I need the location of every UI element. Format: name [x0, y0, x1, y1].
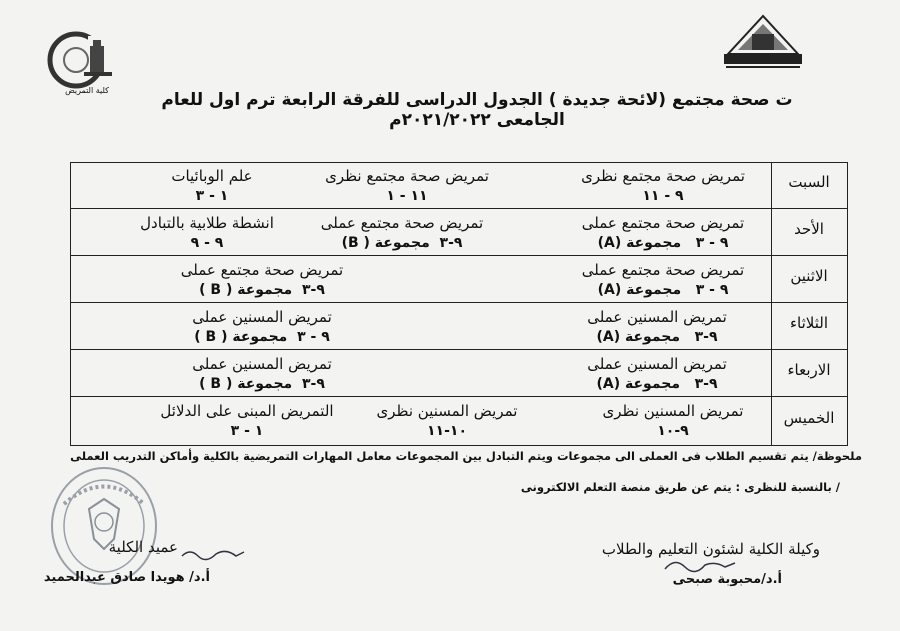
row-divider	[71, 302, 847, 303]
day-tuesday: الثلاثاء	[789, 314, 828, 332]
note-theoretical: / بالنسبة للنظرى : يتم عن طريق منصة التعلم الالكترونى	[520, 480, 840, 494]
days-column	[771, 163, 847, 445]
tuesday-slot-2: تمريض المسنين عملى ٩ - ٣ مجموعة ( B )	[192, 308, 332, 345]
schedule-table	[70, 162, 848, 446]
faculty-logo-caption: كلية التمريض	[65, 86, 109, 95]
day-sunday: الأحد	[794, 220, 824, 238]
day-monday: الاثنين	[790, 267, 828, 285]
note-practical: ملحوظة/ يتم تقسيم الطلاب فى العملى الى مجموعات ويتم التبادل بين المجموعات معامل المهارات التمريضية بالكلية وأماكن التدريب العملى	[70, 449, 862, 463]
sunday-slot-2: تمريض صحة مجتمع عملى ٩-٣ مجموعة ( B)	[320, 214, 484, 251]
thursday-slot-1: تمريض المسنين نظرى ٩-١٠	[602, 402, 744, 439]
row-divider	[71, 349, 847, 350]
vice-dean-role: وكيلة الكلية لشئون التعليم والطلاب	[601, 540, 820, 558]
dean-name: أ.د/ هويدا صادق عبدالحميد	[43, 570, 210, 585]
monday-slot-1: تمريض صحة مجتمع عملى ٩ - ٣ مجموعة (A)	[581, 261, 745, 298]
saturday-slot-1: تمريض صحة مجتمع نظرى ٩ - ١١	[581, 167, 745, 204]
thursday-slot-2: تمريض المسنين نظرى ١٠-١١	[376, 402, 518, 439]
day-wednesday: الاربعاء	[787, 361, 831, 379]
university-logo-icon	[722, 14, 804, 70]
day-saturday: السبت	[788, 173, 830, 191]
row-divider	[71, 208, 847, 209]
page-title: ت صحة مجتمع (لائحة جديدة ) الجدول الدراسى للفرقة الرابعة ترم اول للعام الجامعى ٢٠٢١/٢٠٢٢م	[161, 90, 793, 130]
vice-dean-name: أ.د/محبوبة صبحى	[672, 572, 782, 587]
thursday-slot-3: التمريض المبنى على الدلائل ١ - ٣	[160, 402, 334, 439]
monday-slot-2: تمريض صحة مجتمع عملى ٩-٣ مجموعة ( B )	[180, 261, 344, 298]
saturday-slot-2: تمريض صحة مجتمع نظرى ١١ - ١	[325, 167, 489, 204]
wednesday-slot-2: تمريض المسنين عملى ٩-٣ مجموعة ( B )	[192, 355, 332, 392]
dean-signature-icon	[178, 544, 248, 564]
row-divider	[71, 255, 847, 256]
dean-role: عميد الكلية	[108, 538, 178, 556]
row-divider	[71, 396, 847, 397]
day-thursday: الخميس	[783, 409, 835, 427]
wednesday-slot-1: تمريض المسنين عملى ٩-٣ مجموعة (A)	[587, 355, 727, 392]
sunday-slot-1: تمريض صحة مجتمع عملى ٩ - ٣ مجموعة (A)	[581, 214, 745, 251]
saturday-slot-3: علم الوبائيات ١ - ٣	[171, 167, 253, 204]
tuesday-slot-1: تمريض المسنين عملى ٩-٣ مجموعة (A)	[587, 308, 727, 345]
sunday-slot-3: انشطة طلابية بالتبادل ٩ - ٩	[140, 214, 274, 251]
